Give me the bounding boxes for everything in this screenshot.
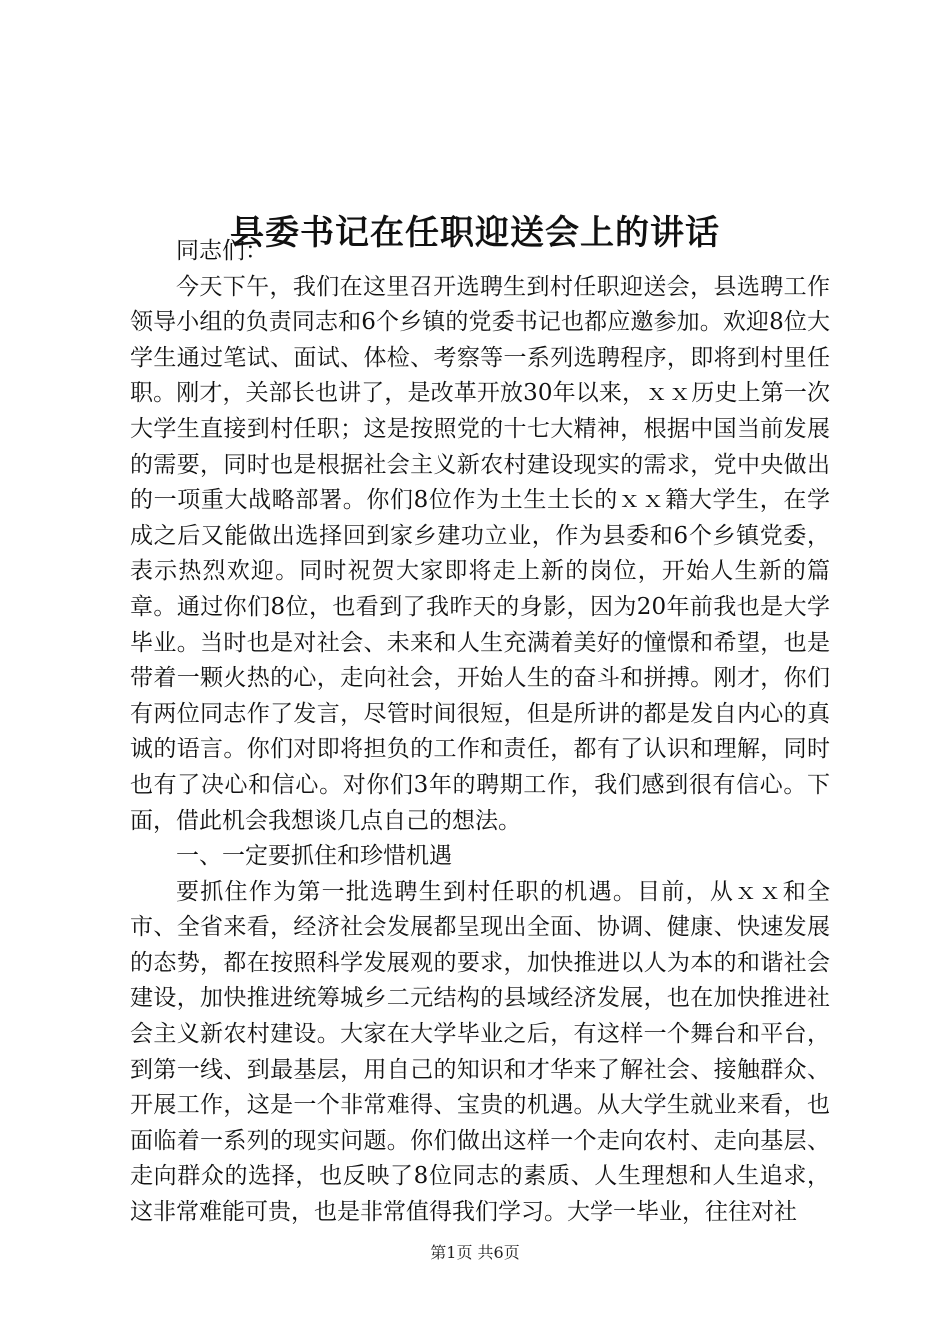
salutation: 同志们：	[176, 238, 268, 264]
page-footer: 第1页 共6页	[430, 1243, 520, 1262]
paragraph-intro: 今天下午，我们在这里召开选聘生到村任职迎送会，县选聘工作领导小组的负责同志和6个乡镇的党委书记也都应邀参加。欢迎8位大学生通过笔试、面试、体检、考察等一系列选聘程序，即将到村里任职。刚才，关部长也讲了，是改革开放30年以来，ｘｘ历史上第一次大学生直接到村任职；这是按照党的十七大精神，根据中国当前发展的需要，同时也是根据社会主义新农村建设现实的需求，党中央做出的一项重大战略部署。你们8位作为土生土长的ｘｘ籍大学生，在学成之后又能做出选择回到家乡建功立业，作为县委和6个乡镇党委，表示热烈欢迎。同时祝贺大家即将走上新的岗位，开始人生新的篇章。通过你们8位，也看到了我昨天的身影，因为20年前我也是大学毕业。当时也是对社会、未来和人生充满着美好的憧憬和希望，也是带着一颗火热的心，走向社会，开始人生的奋斗和拼搏。刚才，你们有两位同志作了发言，尽管时间很短，但是所讲的都是发自内心的真诚的语言。你们对即将担负的工作和责任，都有了认识和理解，同时也有了决心和信心。对你们3年的聘期工作，我们感到很有信心。下面，借此机会我想谈几点自己的想法。	[130, 273, 830, 834]
section-heading: 一、一定要抓住和珍惜机遇	[176, 843, 452, 870]
paragraph-section-one: 要抓住作为第一批选聘生到村任职的机遇。目前，从ｘｘ和全市、全省来看，经济社会发展都呈现出全面、协调、健康、快速发展的态势，都在按照科学发展观的要求，加快推进以人为本的和谐社会建设，加快推进统筹城乡二元结构的县域经济发展，也在加快推进社会主义新农村建设。大家在大学毕业之后，有这样一个舞台和平台，到第一线、到最基层，用自己的知识和才华来了解社会、接触群众、开展工作，这是一个非常难得、宝贵的机遇。从大学生就业来看，也面临着一系列的现实问题。你们做出这样一个走向农村、走向基层、走向群众的选择，也反映了8位同志的素质、人生理想和人生追求，这非常难能可贵，也是非常值得我们学习。大学一毕业，往往对社	[130, 878, 830, 1226]
document-body	[130, 234, 830, 1231]
document-title: 县委书记在任职迎送会上的讲话	[230, 212, 720, 253]
